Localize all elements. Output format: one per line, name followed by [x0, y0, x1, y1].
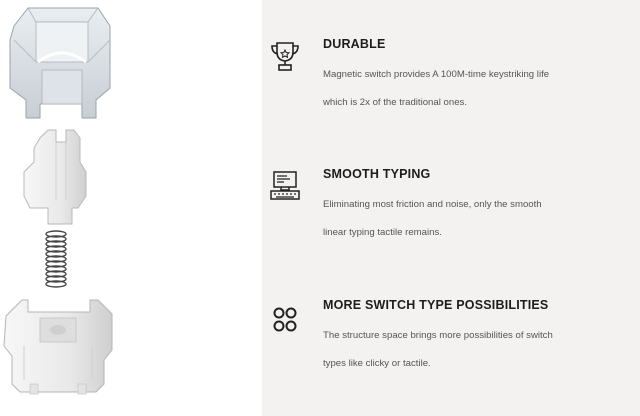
- typing-keyboard-icon: [268, 169, 302, 203]
- top-housing: [10, 8, 110, 118]
- four-circles-grid-icon: [268, 303, 302, 337]
- feature-description: Magnetic switch provides A 100M-time keystriking life which is 2x of the traditional ones.: [323, 69, 550, 108]
- feature-description: Eliminating most friction and noise, only the smooth linear typing tactile remains.: [323, 199, 542, 238]
- trophy-icon: [268, 39, 302, 73]
- feature-title: DURABLE: [323, 37, 386, 51]
- feature-title: MORE SWITCH TYPE POSSIBILITIES: [323, 298, 549, 312]
- bottom-housing: [4, 300, 112, 394]
- spring: [46, 231, 66, 287]
- feature-title: SMOOTH TYPING: [323, 167, 431, 181]
- features-panel: [262, 0, 640, 416]
- feature-description: The structure space brings more possibilities of switch types like clicky or tactile.: [323, 330, 553, 369]
- switch-exploded-view: [0, 0, 262, 416]
- stem: [24, 130, 86, 224]
